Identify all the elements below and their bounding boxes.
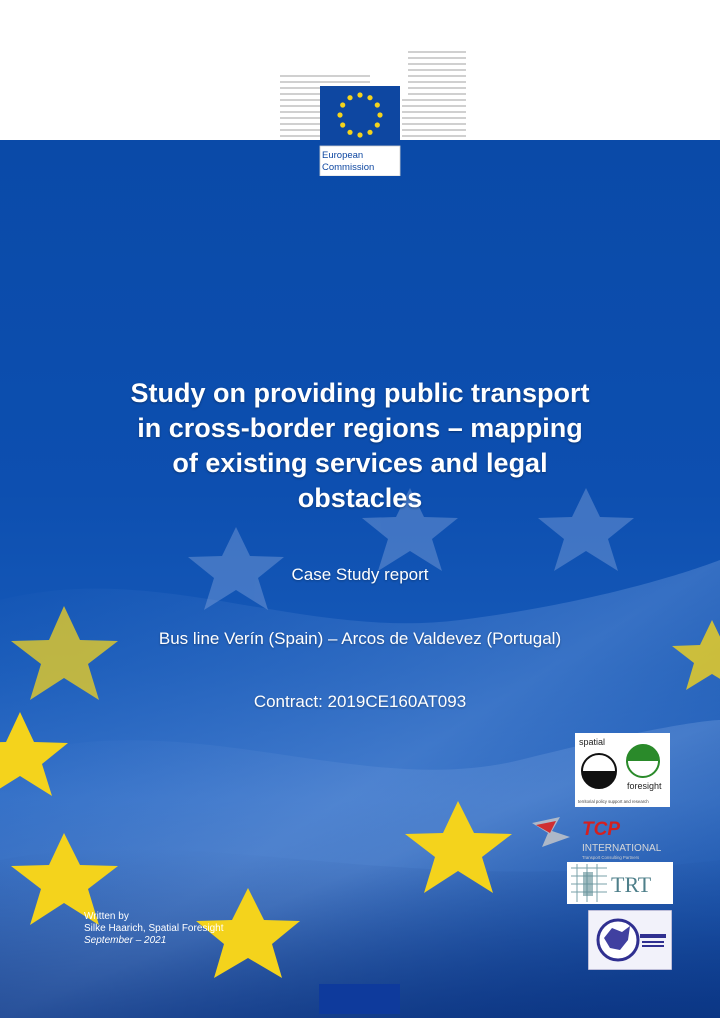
trt-logo	[567, 862, 673, 904]
logo-text-line1: European	[322, 150, 364, 161]
logo-word: spatial	[579, 737, 606, 747]
written-by-label: Written by	[84, 911, 129, 922]
author-name: Silke Haarich, Spatial Foresight	[84, 923, 224, 934]
bottom-colour-bar	[319, 984, 400, 1014]
logo-tagline: Transport Consulting Partners	[582, 855, 640, 860]
logo-text-line2: Commission	[322, 162, 375, 173]
logo-sub: INTERNATIONAL	[582, 843, 662, 854]
title-line: Study on providing public transport	[130, 378, 590, 408]
publication-date: September – 2021	[84, 935, 167, 946]
credits-block	[84, 911, 224, 947]
case-name: Bus line Verín (Spain) – Arcos de Valdevez (Portugal)	[158, 629, 562, 648]
logo-name: TRT	[611, 872, 652, 897]
contract-number: Contract: 2019CE160AT093	[253, 692, 467, 711]
report-type: Case Study report	[291, 565, 429, 584]
tcp-international-logo	[530, 813, 680, 861]
european-commission-logo	[278, 46, 468, 176]
title-line: obstacles	[297, 483, 423, 513]
report-title	[60, 376, 660, 516]
partner-emblem-logo	[588, 910, 672, 970]
logo-name: TCP	[582, 819, 620, 840]
logo-word: foresight	[627, 781, 662, 791]
title-line: in cross-border regions – mapping	[137, 413, 583, 443]
logo-tagline: territorial policy support and research	[578, 799, 649, 804]
title-line: of existing services and legal	[172, 448, 548, 478]
spatial-foresight-logo	[575, 733, 670, 807]
